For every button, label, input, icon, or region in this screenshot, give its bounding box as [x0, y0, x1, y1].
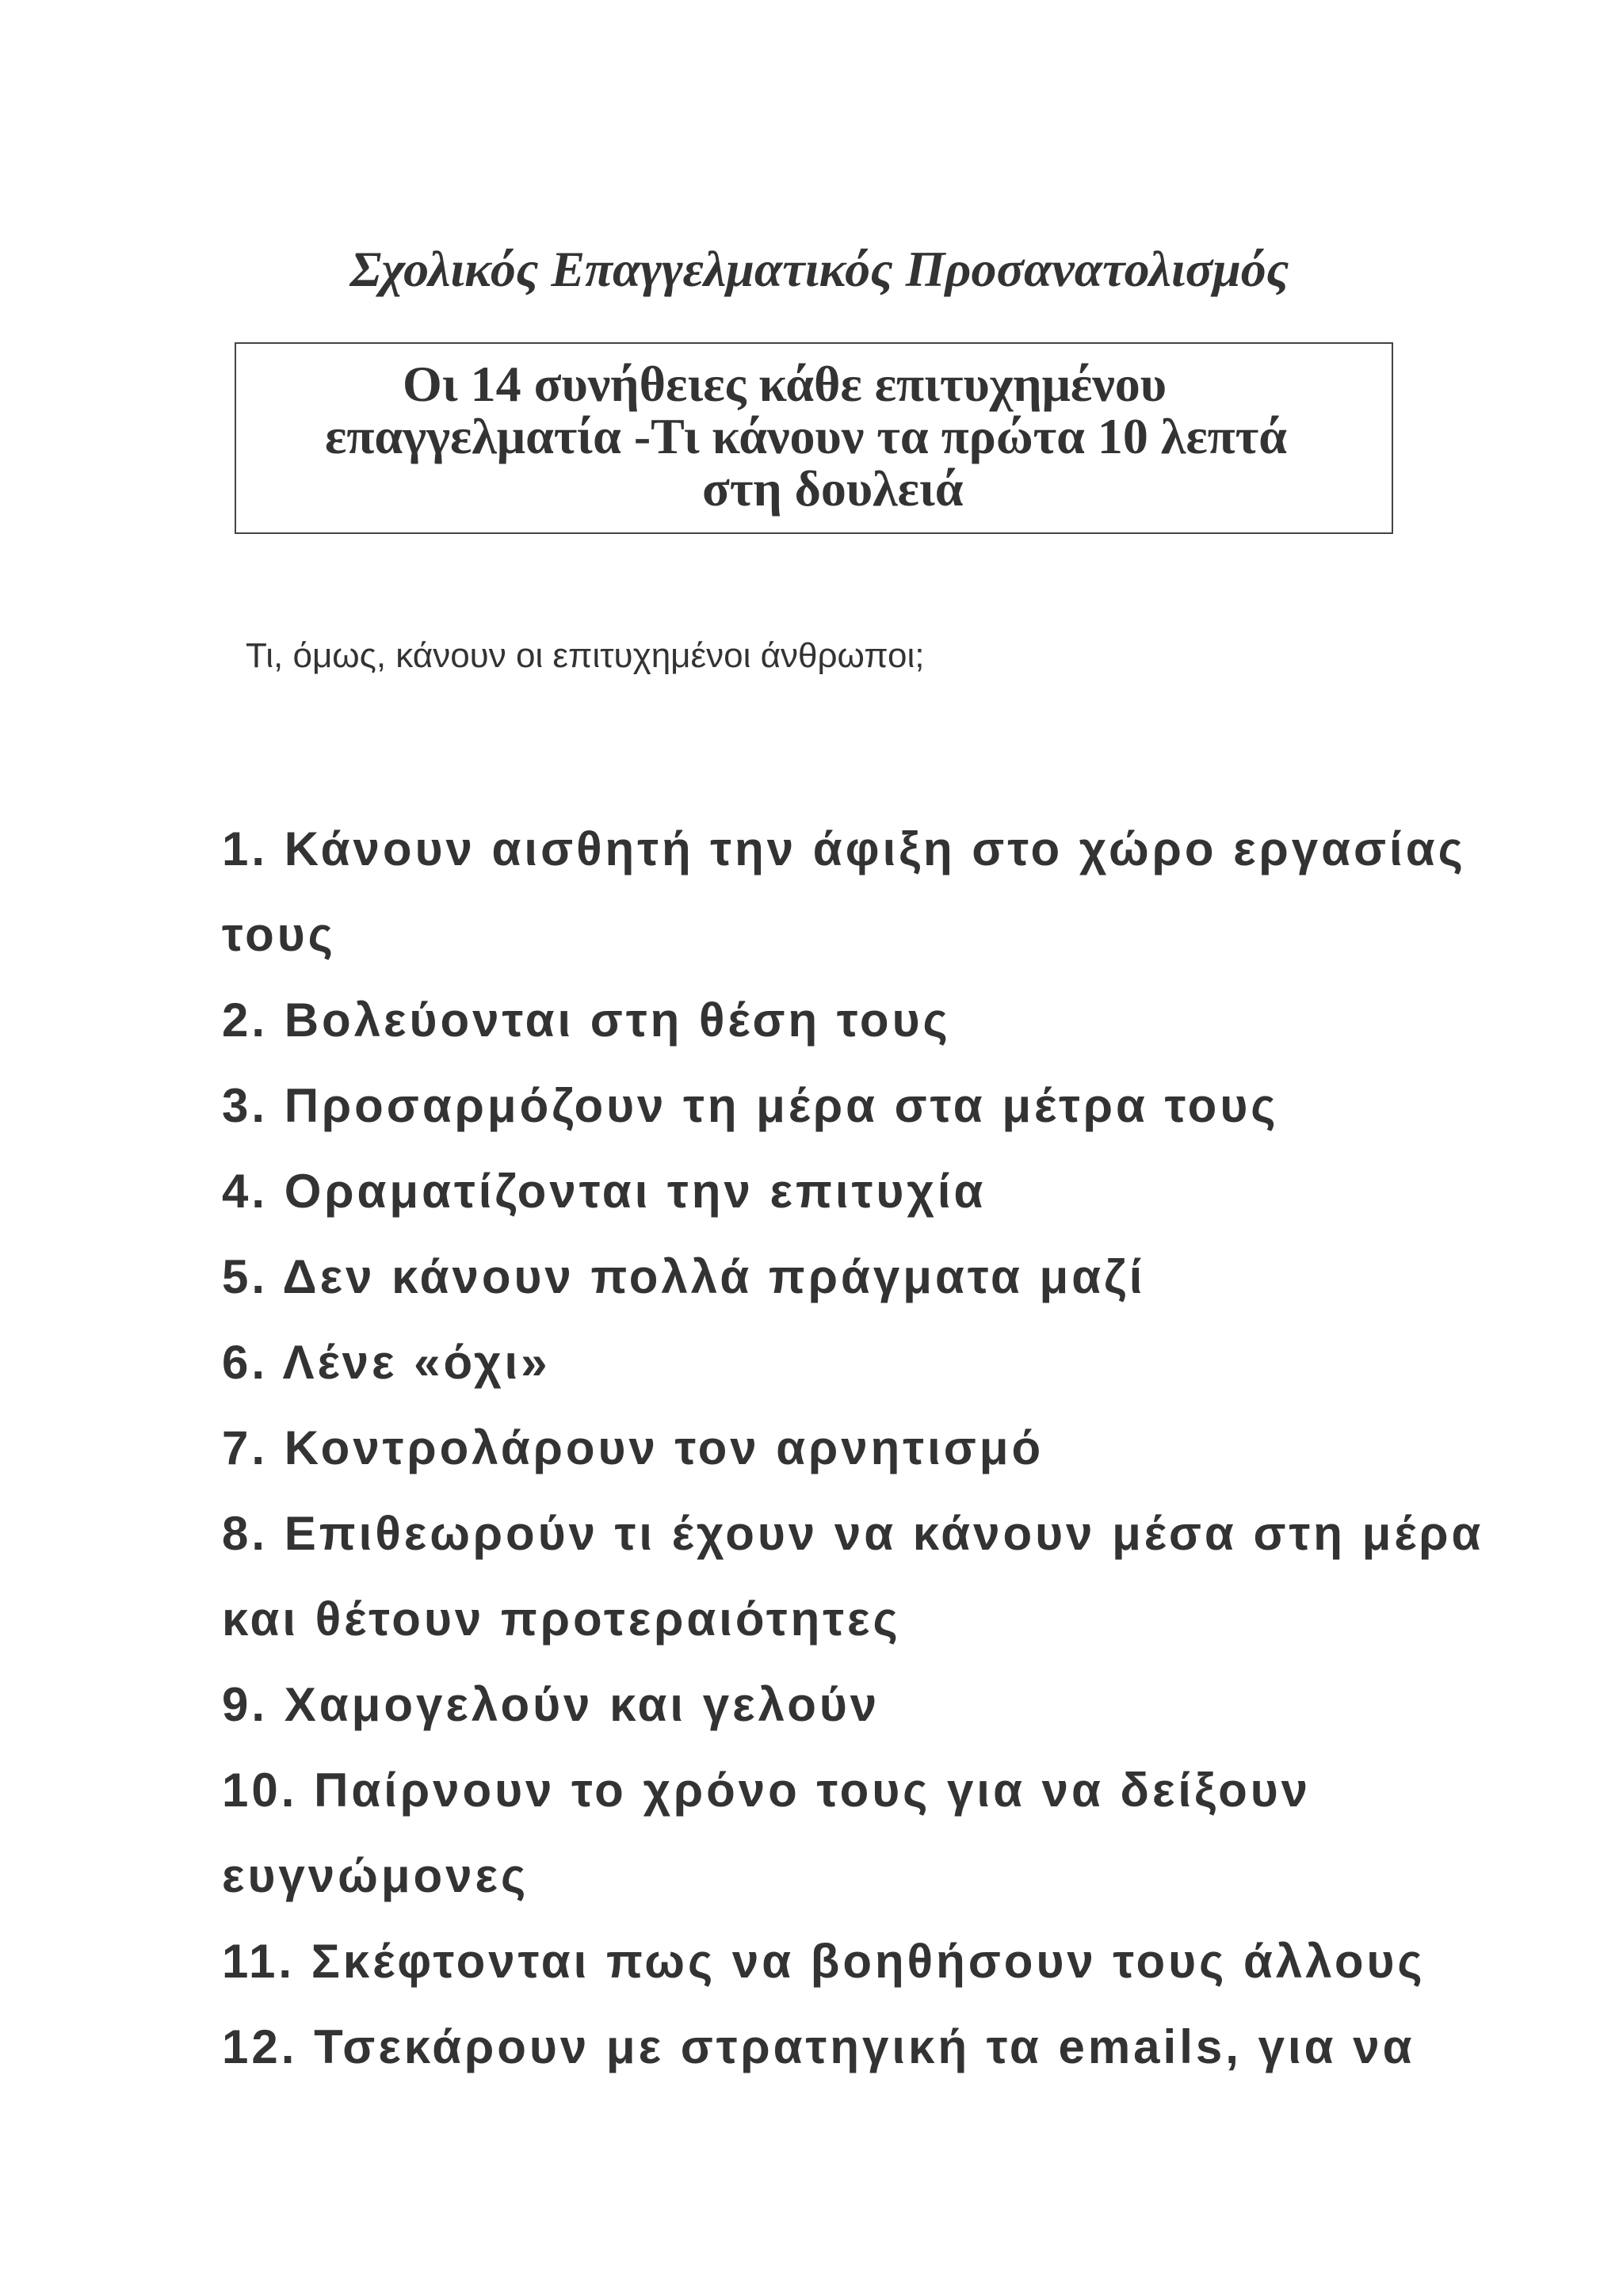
- heading-line: επαγγελματία -Τι κάνουν τα πρώτα 10 λεπτά: [325, 408, 1287, 464]
- habit-line: 1. Κάνουν αισθητή την άφιξη στο χώρο εργασίας: [222, 822, 1466, 875]
- habit-line: 7. Κοντρολάρουν τον αρνητισμό: [222, 1421, 1044, 1474]
- habit-line: και θέτουν προτεραιότητες: [222, 1592, 901, 1646]
- habit-line: 4. Οραματίζονται την επιτυχία: [222, 1165, 987, 1218]
- habit-line: 6. Λένε «όχι»: [222, 1336, 551, 1389]
- habits-list: [222, 807, 1585, 2090]
- habit-line: 9. Χαμογελούν και γελούν: [222, 1678, 880, 1731]
- habit-line: 3. Προσαρμόζουν τη μέρα στα μέτρα τους: [222, 1079, 1279, 1132]
- habit-line: 2. Βολεύονται στη θέση τους: [222, 994, 951, 1047]
- document-title: Σχολικός Επαγγελματικός Προσανατολισμός: [349, 241, 1289, 297]
- habit-line: 5. Δεν κάνουν πολλά πράγματα μαζί: [222, 1250, 1146, 1303]
- heading-box: [235, 342, 1393, 534]
- habit-line: 10. Παίρνουν το χρόνο τους για να δείξουν: [222, 1764, 1312, 1817]
- habit-line: τους: [222, 908, 336, 961]
- heading-line: στη δουλειά: [702, 460, 964, 517]
- heading-line: Οι 14 συνήθειες κάθε επιτυχημένου: [403, 356, 1167, 412]
- habit-line: 11. Σκέφτονται πως να βοηθήσουν τους άλλους: [222, 1935, 1426, 1988]
- intro-question: Τι, όμως, κάνουν οι επιτυχημένοι άνθρωποι;: [246, 636, 925, 675]
- habit-line: ευγνώμονες: [222, 1849, 529, 1902]
- habit-line: 12. Τσεκάρουν με στρατηγική τα emails, για να: [222, 2020, 1415, 2073]
- habit-line: 8. Επιθεωρούν τι έχουν να κάνουν μέσα στη μέρα: [222, 1507, 1484, 1560]
